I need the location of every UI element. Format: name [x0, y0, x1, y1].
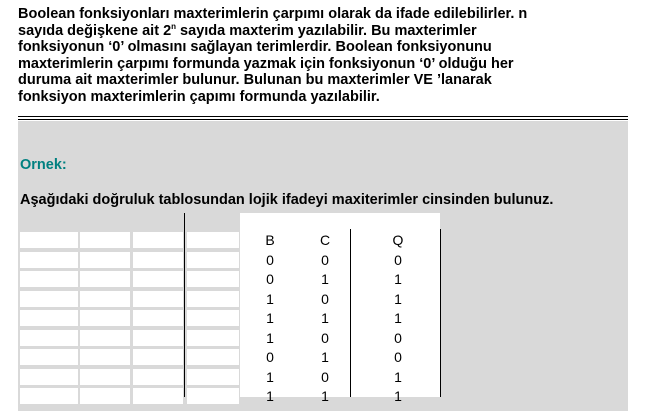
cell-b: 1 — [266, 329, 274, 346]
cell-q: 1 — [394, 271, 402, 287]
shaded-cell — [187, 369, 239, 385]
shaded-cell — [133, 369, 183, 385]
table-row — [240, 329, 440, 349]
shaded-cell — [187, 291, 239, 307]
shaded-cell — [20, 291, 78, 307]
cell-b: 0 — [266, 251, 274, 268]
intro-line-3: fonksiyonun ‘0’ olmasını sağlayan terimlerdir. Boolean fonksiyonunu — [18, 39, 492, 56]
table-row — [240, 368, 440, 388]
table-header-row — [240, 231, 440, 251]
shaded-cell — [133, 330, 183, 346]
shaded-cell — [187, 388, 239, 404]
table-row — [240, 251, 440, 271]
header-cell — [296, 213, 348, 229]
shaded-cell — [187, 310, 239, 326]
table-body — [240, 251, 440, 407]
shaded-cell — [20, 271, 78, 287]
cell-c: 0 — [321, 290, 329, 307]
cell-b: 1 — [266, 388, 274, 404]
shaded-cell — [20, 330, 78, 346]
grid-line — [184, 213, 185, 397]
shaded-cell — [80, 291, 130, 307]
cell-b: 1 — [266, 368, 274, 385]
cell-q: 1 — [394, 290, 402, 307]
cell-q: 0 — [394, 349, 402, 365]
example-label: Ornek: — [20, 157, 67, 173]
shaded-cell — [187, 271, 239, 287]
shaded-cell — [80, 271, 130, 287]
shaded-cell — [20, 349, 78, 365]
shaded-cell — [80, 310, 130, 326]
cell-q: 1 — [394, 310, 402, 326]
truth-table — [240, 231, 440, 407]
header-cell — [243, 213, 291, 229]
shaded-cell — [20, 388, 78, 404]
header-cell — [360, 213, 438, 229]
intro-line-1: Boolean fonksiyonları maxterimlerin çarpımı olarak da ifade edilebilirler. n — [18, 6, 528, 22]
shaded-cell — [187, 232, 239, 248]
cell-q: 1 — [394, 388, 402, 404]
shaded-cell — [80, 330, 130, 346]
question-text: Aşağıdaki doğruluk tablosundan lojik ifadeyi maxiterimler cinsinden bulunuz. — [20, 192, 554, 208]
shaded-cell — [187, 252, 239, 268]
shaded-cell — [133, 349, 183, 365]
table-row — [240, 290, 440, 310]
cell-q: 0 — [394, 329, 402, 346]
shaded-cell — [133, 388, 183, 404]
shaded-cell — [80, 349, 130, 365]
shaded-cell — [187, 330, 239, 346]
cell-b: 1 — [266, 290, 274, 307]
table-row — [240, 270, 440, 290]
grid-line — [440, 229, 441, 397]
shaded-cell — [80, 388, 130, 404]
shaded-cell — [20, 310, 78, 326]
cell-b: 0 — [266, 349, 274, 365]
shaded-cell — [133, 252, 183, 268]
divider-top — [18, 116, 628, 117]
intro-line-2a: sayıda değişkene ait 2 — [18, 22, 172, 39]
shaded-cell — [80, 369, 130, 385]
intro-paragraph — [18, 6, 630, 106]
shaded-cell — [133, 291, 183, 307]
shaded-cell — [20, 232, 78, 248]
intro-line-6: fonksiyon maxterimlerin çapımı formunda yazılabilir. — [18, 88, 380, 105]
shaded-cell — [20, 369, 78, 385]
cell-c: 0 — [321, 329, 329, 346]
shaded-cell — [187, 349, 239, 365]
cell-c: 1 — [321, 310, 329, 326]
intro-line-4: maxterimlerin çarpımı formunda yazmak için fonksiyonun ‘0’ olduğu her — [18, 55, 514, 72]
cell-c: 0 — [321, 368, 329, 385]
header-b: B — [265, 232, 275, 248]
exponent-n: n — [171, 21, 177, 31]
table-row — [240, 348, 440, 368]
shaded-cell — [20, 252, 78, 268]
shaded-cell — [133, 310, 183, 326]
shaded-cell — [133, 271, 183, 287]
intro-line-2b: sayıda maxterim yazılabilir. Bu maxterimler — [176, 22, 477, 39]
cell-c: 1 — [321, 349, 329, 365]
intro-line-5: duruma ait maxterimler bulunur. Bulunan bu maxterimler VE ’lanarak — [18, 72, 492, 89]
cell-c: 1 — [321, 271, 329, 287]
header-q: Q — [392, 232, 404, 248]
cell-b: 1 — [266, 310, 274, 326]
shaded-cell — [133, 232, 183, 248]
divider-bottom — [18, 119, 628, 120]
cell-c: 1 — [321, 388, 329, 404]
cell-b: 0 — [266, 271, 274, 287]
table-right-shading — [440, 213, 628, 411]
cell-c: 0 — [321, 251, 329, 268]
shaded-cell — [80, 252, 130, 268]
cell-q: 1 — [394, 368, 402, 385]
table-row — [240, 309, 440, 329]
header-c: C — [319, 232, 331, 248]
table-row — [240, 387, 440, 407]
cell-q: 0 — [394, 251, 402, 268]
shaded-cell — [80, 232, 130, 248]
